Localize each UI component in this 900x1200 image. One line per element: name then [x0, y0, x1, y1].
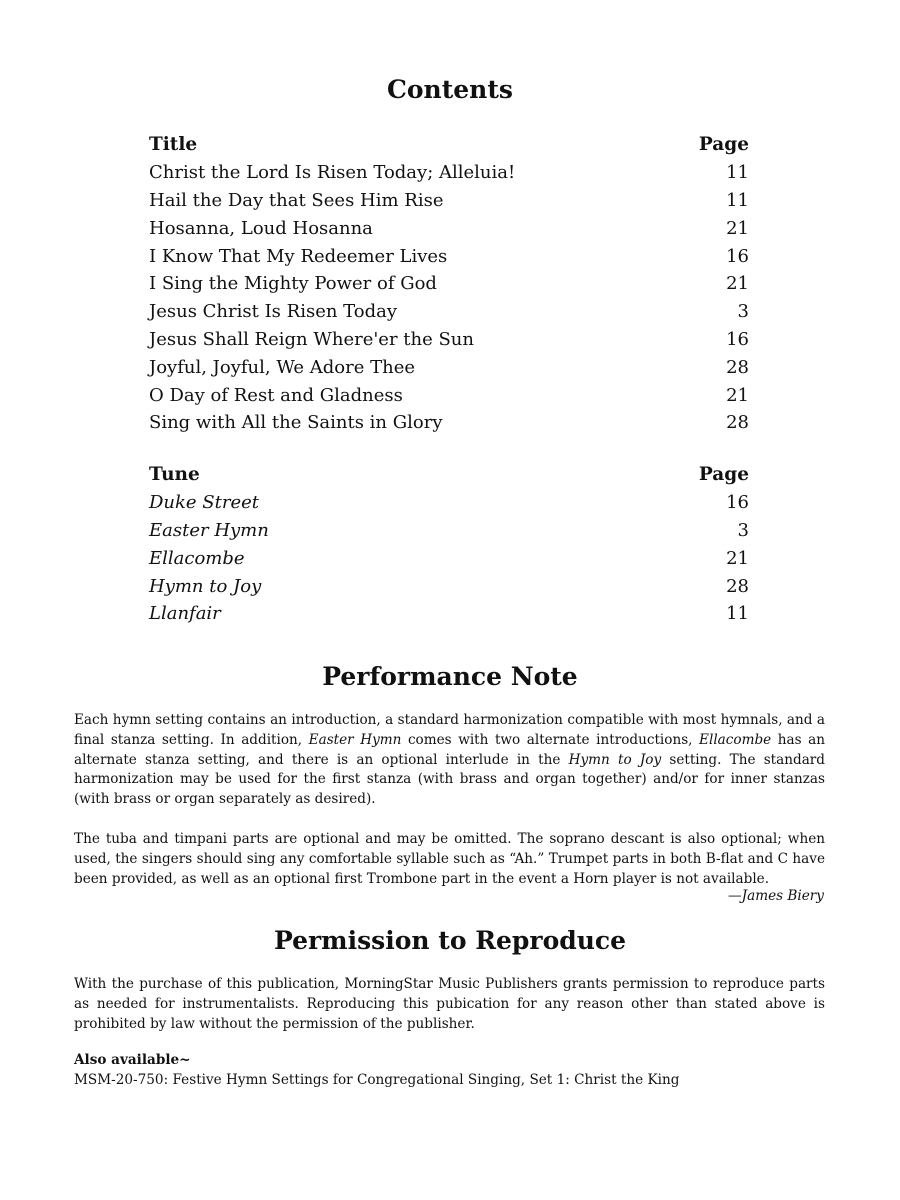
title-row	[149, 353, 749, 381]
performance-note-heading: Performance Note	[322, 662, 578, 691]
tune-name-inline: Ellacombe	[699, 731, 772, 748]
title-row	[149, 409, 749, 437]
page-number: 21	[726, 273, 749, 295]
title-row	[149, 270, 749, 298]
tune-name: Duke Street	[149, 492, 260, 514]
performance-note-paragraph-1	[74, 711, 825, 810]
page-number: 21	[726, 384, 749, 406]
hymn-title: Sing with All the Saints in Glory	[149, 412, 443, 434]
text-run: comes with two alternate introductions,	[401, 731, 700, 748]
title-row	[149, 214, 749, 242]
page-column-header: Page	[698, 464, 749, 486]
permission-paragraph: With the purchase of this publication, MorningStar Music Publishers grants permission to reproduce parts as needed for instrumentalists. Reproducing this pubication for any reason other than stated above is prohibited by law without the permission of the publisher.	[74, 976, 825, 1032]
page-number: 28	[726, 575, 749, 597]
page-number: 28	[726, 356, 749, 378]
tunes-table	[149, 461, 749, 628]
text-run: Each hymn setting contains an introduction, a standard harmonization compatible with most hymnals, and a final stanza setting. In addition,	[74, 712, 825, 748]
text-run: setting. The standard harmonization may be used for the first stanza (with brass and organ together) and/or for inner stanzas (with brass or organ separately as desired).	[74, 751, 825, 808]
title-row	[149, 298, 749, 326]
tune-name-inline: Hymn to Joy	[568, 751, 662, 768]
titles-table	[149, 131, 749, 437]
hymn-title: I Know That My Redeemer Lives	[149, 245, 448, 267]
author-signature: —James Biery	[728, 888, 824, 904]
hymn-title: O Day of Rest and Gladness	[149, 384, 403, 406]
tune-row	[149, 544, 749, 572]
page-number: 16	[726, 328, 749, 350]
tune-row	[149, 489, 749, 517]
tune-column-header: Tune	[149, 464, 200, 486]
tune-row	[149, 572, 749, 600]
page-number: 16	[726, 245, 749, 267]
title-row	[149, 159, 749, 187]
tune-name: Llanfair	[149, 603, 221, 625]
page-column-header: Page	[698, 134, 749, 156]
page-number: 3	[737, 301, 749, 323]
tune-name: Hymn to Joy	[149, 575, 262, 597]
tunes-table-header	[149, 461, 749, 489]
page-number: 3	[737, 519, 749, 541]
also-available-item: MSM-20-750: Festive Hymn Settings for Congregational Singing, Set 1: Christ the King	[74, 1072, 680, 1088]
tune-row	[149, 517, 749, 545]
performance-note-paragraph-2: The tuba and timpani parts are optional and may be omitted. The soprano descant is also optional; when used, the singers should sing any comfortable syllable such as “Ah.” Trumpet parts in both B-flat and C have been provided, as well as an optional first Trombone part in the event a Horn player is not available.	[74, 831, 825, 887]
hymn-title: Christ the Lord Is Risen Today; Alleluia!	[149, 162, 516, 184]
hymn-title: Hail the Day that Sees Him Rise	[149, 189, 444, 211]
page-number: 21	[726, 547, 749, 569]
hymn-title: I Sing the Mighty Power of God	[149, 273, 437, 295]
title-row	[149, 187, 749, 215]
contents-heading: Contents	[386, 75, 513, 104]
page-number: 11	[726, 162, 749, 184]
hymn-title: Jesus Shall Reign Where'er the Sun	[149, 328, 474, 350]
title-row	[149, 326, 749, 354]
page-number: 21	[726, 217, 749, 239]
tune-name-inline: Easter Hymn	[308, 731, 402, 748]
title-column-header: Title	[149, 134, 198, 156]
hymn-title: Hosanna, Loud Hosanna	[149, 217, 373, 239]
titles-table-header	[149, 131, 749, 159]
hymn-title: Jesus Christ Is Risen Today	[149, 301, 398, 323]
hymn-title: Joyful, Joyful, We Adore Thee	[149, 356, 416, 378]
also-available-heading: Also available~	[74, 1052, 191, 1068]
tune-name: Ellacombe	[149, 547, 245, 569]
title-row	[149, 381, 749, 409]
title-row	[149, 242, 749, 270]
page-number: 16	[726, 492, 749, 514]
permission-heading: Permission to Reproduce	[273, 926, 627, 955]
page-number: 11	[726, 603, 749, 625]
page-number: 28	[726, 412, 749, 434]
text-run: has an alternate stanza setting, and there is an optional interlude in the	[74, 731, 825, 768]
page-number: 11	[726, 189, 749, 211]
tune-name: Easter Hymn	[149, 519, 269, 541]
tune-row	[149, 600, 749, 628]
